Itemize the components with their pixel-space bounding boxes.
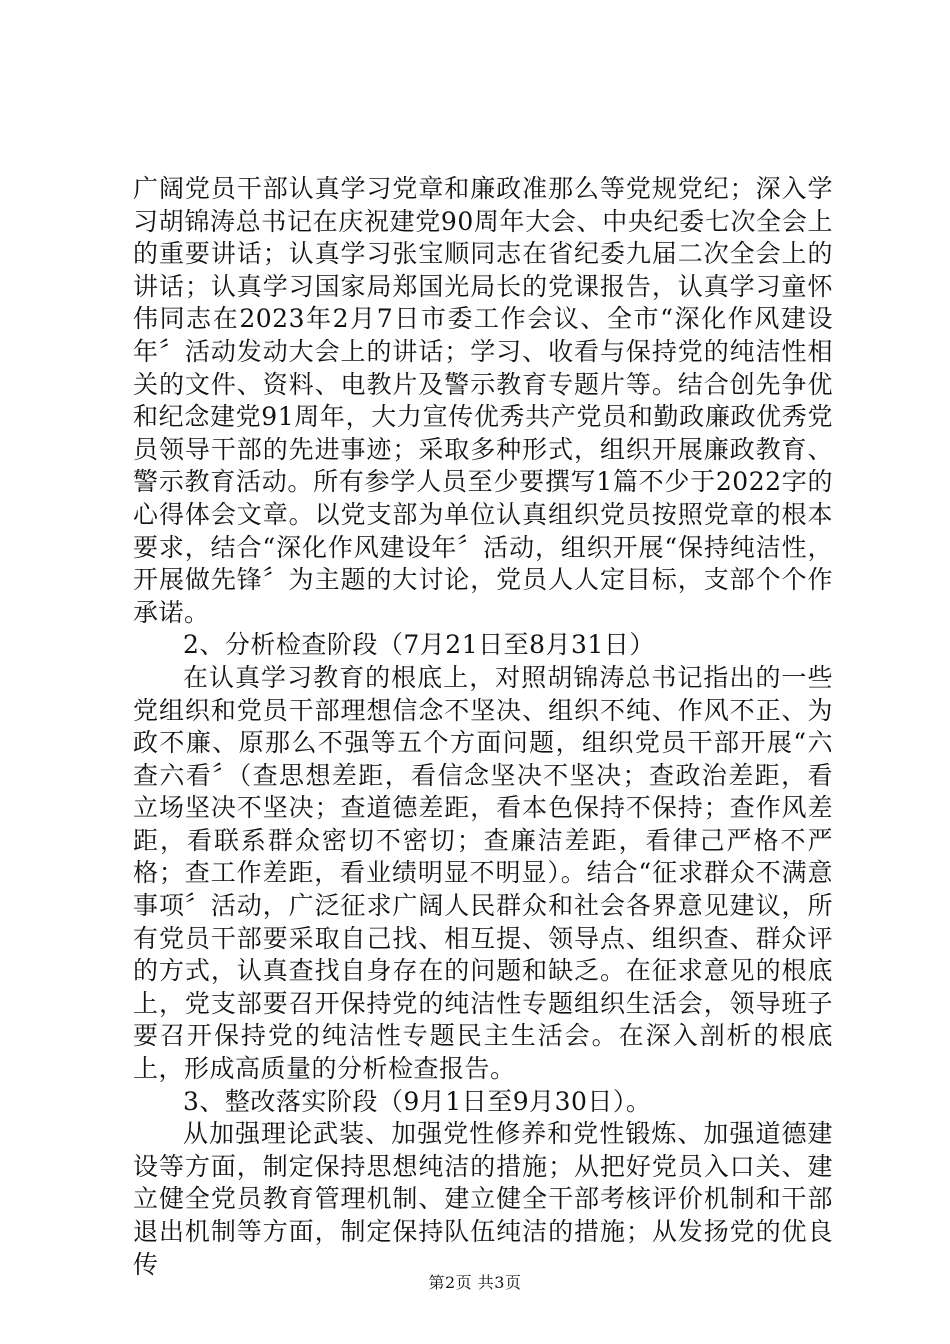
paragraph-study-content: 广阔党员干部认真学习党章和廉政准那么等党规党纪；深入学习胡锦涛总书记在庆祝建党90周年大会、中央纪委七次全会上的重要讲话；认真学习张宝顺同志在省纪委九届二次全会上的讲话；认真学习国家局郑国光局长的党课报告，认真学习童怀伟同志在2023年2月7日市委工作会议、全市“深化作风建设年〞活动发动大会上的讲话；学习、收看与保持党的纯洁性相关的文件、资料、电教片及警示教育专题片等。结合创先争优和纪念建党91周年，大力宣传优秀共产党员和勤政廉政优秀党员领导干部的先进事迹；采取多种形式，组织开展廉政教育、警示教育活动。所有参学人员至少要撰写1篇不少于2022字的心得体会文章。以党支部为单位认真组织党员按照党章的根本要求，结合“深化作风建设年〞活动，组织开展“保持纯洁性，开展做先锋〞为主题的大讨论，党员人人定目标，支部个个作承诺。 [133,174,833,627]
document-body [133,173,833,1281]
paragraph-rectification-stage: 从加强理论武装、加强党性修养和党性锻炼、加强道德建设等方面，制定保持思想纯洁的措施；从把好党员入口关、建立健全党员教育管理机制、建立健全干部考核评价机制和干部退出机制等方面，制定保持队伍纯洁的措施；从发扬党的优良传 [133,1119,833,1279]
paragraph-analysis-stage: 在认真学习教育的根底上，对照胡锦涛总书记指出的一些党组织和党员干部理想信念不坚决、组织不纯、作风不正、为政不廉、原那么不强等五个方面问题，组织党员干部开展“六查六看〞（查思想差距，看信念坚决不坚决；查政治差距，看立场坚决不坚决；查道德差距，看本色保持不保持；查作风差距，看联系群众密切不密切；查廉洁差距，看律己严格不严格；查工作差距，看业绩明显不明显）。结合“征求群众不满意事项〞活动，广泛征求广阔人民群众和社会各界意见建议，所有党员干部要采取自己找、相互提、领导点、组织查、群众评的方式，认真查找自身存在的问题和缺乏。在征求意见的根底上，党支部要召开保持党的纯洁性专题组织生活会，领导班子要召开保持党的纯洁性专题民主生活会。在深入剖析的根底上，形成高质量的分析检查报告。 [133,662,833,1084]
heading-rectification-stage: 3、整改落实阶段（9月1日至9月30日）。 [183,1086,652,1116]
heading-analysis-stage: 2、分析检查阶段（7月21日至8月31日） [183,630,655,660]
page-footer: 第2页 共3页 [428,1273,522,1292]
